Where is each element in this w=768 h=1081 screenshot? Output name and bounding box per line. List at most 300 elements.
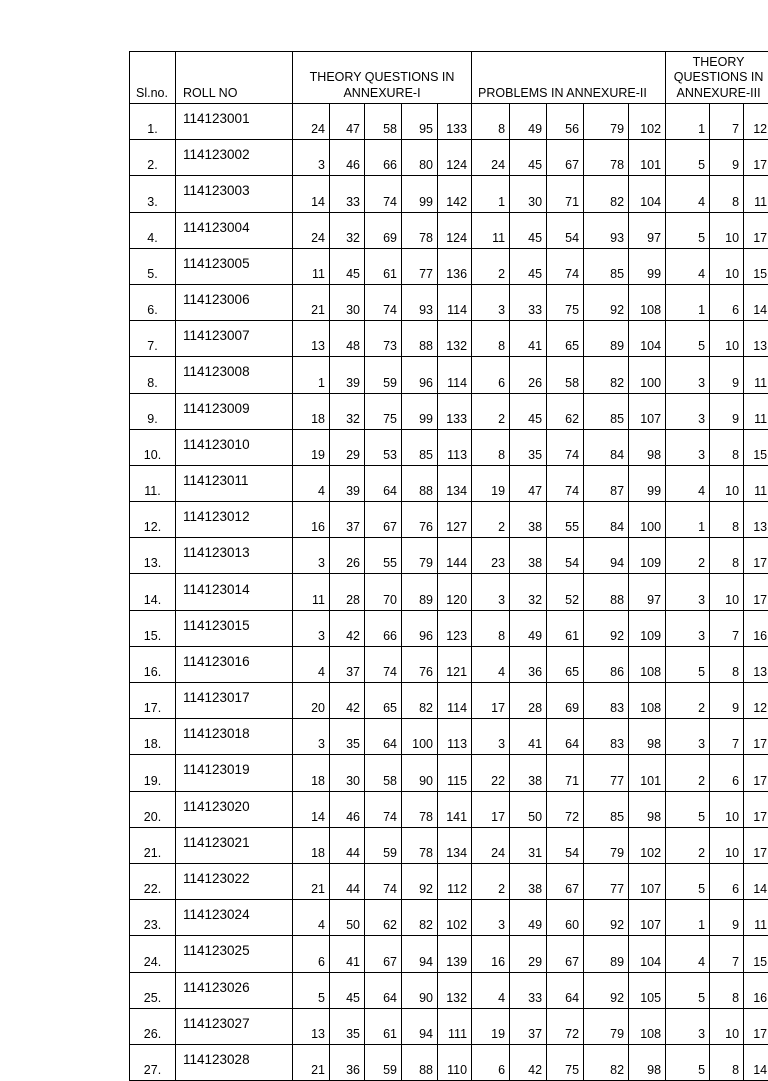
theory-annexure-1-question: 114 bbox=[438, 284, 472, 320]
problem-annexure-2-number: 6 bbox=[472, 357, 510, 393]
theory-annexure-1-question: 132 bbox=[438, 972, 472, 1008]
problem-annexure-2-number: 71 bbox=[547, 176, 584, 212]
theory-annexure-1-question: 26 bbox=[330, 538, 365, 574]
theory-annexure-3-question: 1 bbox=[666, 284, 710, 320]
theory-annexure-1-question: 18 bbox=[293, 393, 330, 429]
problem-annexure-2-number: 38 bbox=[510, 863, 547, 899]
theory-annexure-1-question: 47 bbox=[330, 104, 365, 140]
theory-annexure-1-question: 42 bbox=[330, 610, 365, 646]
roll-number: 114123026 bbox=[176, 972, 293, 1008]
roll-number: 114123015 bbox=[176, 610, 293, 646]
problem-annexure-2-number: 49 bbox=[510, 104, 547, 140]
theory-annexure-1-question: 24 bbox=[293, 212, 330, 248]
table-row bbox=[130, 646, 768, 682]
problem-annexure-2-number: 3 bbox=[472, 284, 510, 320]
header-slno: Sl.no. bbox=[130, 52, 176, 104]
table-row bbox=[130, 104, 768, 140]
theory-annexure-1-question: 88 bbox=[402, 465, 438, 501]
theory-annexure-3-question: 5 bbox=[666, 646, 710, 682]
theory-annexure-3-question: 5 bbox=[666, 972, 710, 1008]
theory-annexure-1-question: 3 bbox=[293, 140, 330, 176]
theory-annexure-1-question: 58 bbox=[365, 104, 402, 140]
theory-annexure-3-question: 15 bbox=[744, 429, 768, 465]
table-row bbox=[130, 610, 768, 646]
problem-annexure-2-number: 65 bbox=[547, 646, 584, 682]
theory-annexure-3-question: 5 bbox=[666, 212, 710, 248]
theory-annexure-3-question: 5 bbox=[666, 791, 710, 827]
theory-annexure-1-question: 120 bbox=[438, 574, 472, 610]
theory-annexure-1-question: 96 bbox=[402, 610, 438, 646]
theory-annexure-1-question: 48 bbox=[330, 321, 365, 357]
table-row bbox=[130, 321, 768, 357]
theory-annexure-1-question: 132 bbox=[438, 321, 472, 357]
problem-annexure-2-number: 98 bbox=[629, 1044, 666, 1080]
theory-annexure-3-question: 11 bbox=[744, 465, 768, 501]
problem-annexure-2-number: 74 bbox=[547, 465, 584, 501]
theory-annexure-3-question: 10 bbox=[710, 791, 744, 827]
serial-number: 6. bbox=[130, 284, 176, 320]
problem-annexure-2-number: 86 bbox=[584, 646, 629, 682]
serial-number: 14. bbox=[130, 574, 176, 610]
problem-annexure-2-number: 67 bbox=[547, 863, 584, 899]
theory-annexure-3-question: 1 bbox=[666, 104, 710, 140]
theory-annexure-1-question: 6 bbox=[293, 936, 330, 972]
problem-annexure-2-number: 62 bbox=[547, 393, 584, 429]
problem-annexure-2-number: 67 bbox=[547, 936, 584, 972]
theory-annexure-3-question: 8 bbox=[710, 972, 744, 1008]
problem-annexure-2-number: 16 bbox=[472, 936, 510, 972]
problem-annexure-2-number: 41 bbox=[510, 719, 547, 755]
roll-number: 114123014 bbox=[176, 574, 293, 610]
serial-number: 12. bbox=[130, 502, 176, 538]
theory-annexure-1-question: 133 bbox=[438, 104, 472, 140]
problem-annexure-2-number: 45 bbox=[510, 248, 547, 284]
theory-annexure-1-question: 18 bbox=[293, 755, 330, 791]
header-theory-annexure-1: THEORY QUESTIONS IN ANNEXURE-I bbox=[293, 52, 472, 104]
problem-annexure-2-number: 55 bbox=[547, 502, 584, 538]
problem-annexure-2-number: 89 bbox=[584, 321, 629, 357]
theory-annexure-3-question: 7 bbox=[710, 104, 744, 140]
table-row bbox=[130, 176, 768, 212]
problem-annexure-2-number: 29 bbox=[510, 936, 547, 972]
theory-annexure-1-question: 90 bbox=[402, 755, 438, 791]
header-theory-annexure-3: THEORY QUESTIONS IN ANNEXURE-III bbox=[666, 52, 768, 104]
theory-annexure-1-question: 89 bbox=[402, 574, 438, 610]
problem-annexure-2-number: 2 bbox=[472, 393, 510, 429]
theory-annexure-3-question: 4 bbox=[666, 465, 710, 501]
problem-annexure-2-number: 8 bbox=[472, 610, 510, 646]
problem-annexure-2-number: 98 bbox=[629, 719, 666, 755]
problem-annexure-2-number: 2 bbox=[472, 248, 510, 284]
theory-annexure-3-question: 14 bbox=[744, 284, 768, 320]
problem-annexure-2-number: 102 bbox=[629, 827, 666, 863]
serial-number: 17. bbox=[130, 683, 176, 719]
roll-number: 114123008 bbox=[176, 357, 293, 393]
theory-annexure-1-question: 136 bbox=[438, 248, 472, 284]
problem-annexure-2-number: 2 bbox=[472, 863, 510, 899]
theory-annexure-1-question: 42 bbox=[330, 683, 365, 719]
theory-annexure-1-question: 39 bbox=[330, 465, 365, 501]
theory-annexure-3-question: 8 bbox=[710, 1044, 744, 1080]
theory-annexure-1-question: 45 bbox=[330, 972, 365, 1008]
roll-number: 114123022 bbox=[176, 863, 293, 899]
theory-annexure-1-question: 3 bbox=[293, 610, 330, 646]
problem-annexure-2-number: 6 bbox=[472, 1044, 510, 1080]
theory-annexure-1-question: 64 bbox=[365, 465, 402, 501]
problem-annexure-2-number: 79 bbox=[584, 827, 629, 863]
problem-annexure-2-number: 30 bbox=[510, 176, 547, 212]
problem-annexure-2-number: 23 bbox=[472, 538, 510, 574]
roll-number: 114123021 bbox=[176, 827, 293, 863]
roll-number: 114123012 bbox=[176, 502, 293, 538]
theory-annexure-3-question: 12 bbox=[744, 104, 768, 140]
theory-annexure-3-question: 2 bbox=[666, 538, 710, 574]
theory-annexure-1-question: 113 bbox=[438, 719, 472, 755]
problem-annexure-2-number: 17 bbox=[472, 791, 510, 827]
serial-number: 2. bbox=[130, 140, 176, 176]
theory-annexure-1-question: 85 bbox=[402, 429, 438, 465]
theory-annexure-3-question: 2 bbox=[666, 755, 710, 791]
problem-annexure-2-number: 28 bbox=[510, 683, 547, 719]
roll-number: 114123003 bbox=[176, 176, 293, 212]
problem-annexure-2-number: 67 bbox=[547, 140, 584, 176]
serial-number: 13. bbox=[130, 538, 176, 574]
theory-annexure-1-question: 61 bbox=[365, 248, 402, 284]
table-row bbox=[130, 900, 768, 936]
problem-annexure-2-number: 102 bbox=[629, 104, 666, 140]
theory-annexure-3-question: 9 bbox=[710, 140, 744, 176]
problem-annexure-2-number: 64 bbox=[547, 719, 584, 755]
problem-annexure-2-number: 101 bbox=[629, 755, 666, 791]
theory-annexure-3-question: 5 bbox=[666, 140, 710, 176]
serial-number: 23. bbox=[130, 900, 176, 936]
theory-annexure-3-question: 10 bbox=[710, 827, 744, 863]
theory-annexure-1-question: 20 bbox=[293, 683, 330, 719]
problem-annexure-2-number: 79 bbox=[584, 1008, 629, 1044]
serial-number: 20. bbox=[130, 791, 176, 827]
theory-annexure-1-question: 3 bbox=[293, 719, 330, 755]
theory-annexure-1-question: 67 bbox=[365, 936, 402, 972]
problem-annexure-2-number: 74 bbox=[547, 248, 584, 284]
roll-number: 114123009 bbox=[176, 393, 293, 429]
problem-annexure-2-number: 78 bbox=[584, 140, 629, 176]
problem-annexure-2-number: 64 bbox=[547, 972, 584, 1008]
theory-annexure-1-question: 95 bbox=[402, 104, 438, 140]
theory-annexure-1-question: 74 bbox=[365, 284, 402, 320]
theory-annexure-3-question: 17 bbox=[744, 719, 768, 755]
theory-annexure-3-question: 3 bbox=[666, 357, 710, 393]
table-row bbox=[130, 212, 768, 248]
problem-annexure-2-number: 108 bbox=[629, 683, 666, 719]
problem-annexure-2-number: 83 bbox=[584, 719, 629, 755]
theory-annexure-1-question: 113 bbox=[438, 429, 472, 465]
theory-annexure-1-question: 73 bbox=[365, 321, 402, 357]
problem-annexure-2-number: 99 bbox=[629, 248, 666, 284]
theory-annexure-3-question: 3 bbox=[666, 429, 710, 465]
problem-annexure-2-number: 97 bbox=[629, 574, 666, 610]
theory-annexure-1-question: 69 bbox=[365, 212, 402, 248]
problem-annexure-2-number: 37 bbox=[510, 1008, 547, 1044]
theory-annexure-1-question: 61 bbox=[365, 1008, 402, 1044]
problem-annexure-2-number: 77 bbox=[584, 863, 629, 899]
theory-annexure-1-question: 3 bbox=[293, 538, 330, 574]
theory-annexure-1-question: 19 bbox=[293, 429, 330, 465]
theory-annexure-1-question: 75 bbox=[365, 393, 402, 429]
theory-annexure-3-question: 4 bbox=[666, 248, 710, 284]
theory-annexure-3-question: 4 bbox=[666, 176, 710, 212]
theory-annexure-1-question: 114 bbox=[438, 683, 472, 719]
theory-annexure-3-question: 5 bbox=[666, 321, 710, 357]
problem-annexure-2-number: 11 bbox=[472, 212, 510, 248]
roll-number: 114123019 bbox=[176, 755, 293, 791]
roll-number: 114123018 bbox=[176, 719, 293, 755]
theory-annexure-3-question: 3 bbox=[666, 393, 710, 429]
theory-annexure-1-question: 21 bbox=[293, 863, 330, 899]
theory-annexure-3-question: 8 bbox=[710, 502, 744, 538]
theory-annexure-1-question: 59 bbox=[365, 1044, 402, 1080]
theory-annexure-1-question: 64 bbox=[365, 719, 402, 755]
theory-annexure-3-question: 3 bbox=[666, 574, 710, 610]
problem-annexure-2-number: 87 bbox=[584, 465, 629, 501]
roll-number: 114123005 bbox=[176, 248, 293, 284]
problem-annexure-2-number: 75 bbox=[547, 1044, 584, 1080]
problem-annexure-2-number: 88 bbox=[584, 574, 629, 610]
theory-annexure-1-question: 77 bbox=[402, 248, 438, 284]
theory-annexure-1-question: 33 bbox=[330, 176, 365, 212]
theory-annexure-3-question: 14 bbox=[744, 863, 768, 899]
roll-number: 114123013 bbox=[176, 538, 293, 574]
problem-annexure-2-number: 104 bbox=[629, 176, 666, 212]
theory-annexure-1-question: 14 bbox=[293, 176, 330, 212]
table-row bbox=[130, 791, 768, 827]
theory-annexure-1-question: 41 bbox=[330, 936, 365, 972]
problem-annexure-2-number: 108 bbox=[629, 1008, 666, 1044]
problem-annexure-2-number: 109 bbox=[629, 610, 666, 646]
roll-number: 114123024 bbox=[176, 900, 293, 936]
theory-annexure-1-question: 74 bbox=[365, 646, 402, 682]
theory-annexure-1-question: 11 bbox=[293, 574, 330, 610]
theory-annexure-3-question: 8 bbox=[710, 538, 744, 574]
theory-annexure-3-question: 9 bbox=[710, 357, 744, 393]
problem-annexure-2-number: 38 bbox=[510, 502, 547, 538]
table-row bbox=[130, 357, 768, 393]
problem-annexure-2-number: 107 bbox=[629, 863, 666, 899]
theory-annexure-1-question: 55 bbox=[365, 538, 402, 574]
problem-annexure-2-number: 85 bbox=[584, 248, 629, 284]
roll-number: 114123006 bbox=[176, 284, 293, 320]
problem-annexure-2-number: 92 bbox=[584, 610, 629, 646]
theory-annexure-1-question: 78 bbox=[402, 827, 438, 863]
problem-annexure-2-number: 74 bbox=[547, 429, 584, 465]
roll-number: 114123007 bbox=[176, 321, 293, 357]
theory-annexure-1-question: 99 bbox=[402, 176, 438, 212]
roll-number: 114123025 bbox=[176, 936, 293, 972]
theory-annexure-1-question: 66 bbox=[365, 140, 402, 176]
theory-annexure-1-question: 35 bbox=[330, 719, 365, 755]
problem-annexure-2-number: 92 bbox=[584, 972, 629, 1008]
problem-annexure-2-number: 45 bbox=[510, 212, 547, 248]
theory-annexure-3-question: 13 bbox=[744, 502, 768, 538]
theory-annexure-1-question: 37 bbox=[330, 502, 365, 538]
theory-annexure-1-question: 36 bbox=[330, 1044, 365, 1080]
theory-annexure-3-question: 17 bbox=[744, 827, 768, 863]
problem-annexure-2-number: 4 bbox=[472, 972, 510, 1008]
theory-annexure-1-question: 32 bbox=[330, 212, 365, 248]
problem-annexure-2-number: 97 bbox=[629, 212, 666, 248]
roll-number: 114123027 bbox=[176, 1008, 293, 1044]
theory-annexure-3-question: 9 bbox=[710, 393, 744, 429]
problem-annexure-2-number: 2 bbox=[472, 502, 510, 538]
theory-annexure-3-question: 11 bbox=[744, 357, 768, 393]
theory-annexure-3-question: 17 bbox=[744, 212, 768, 248]
theory-annexure-1-question: 124 bbox=[438, 140, 472, 176]
table-row bbox=[130, 574, 768, 610]
theory-annexure-3-question: 11 bbox=[744, 393, 768, 429]
theory-annexure-1-question: 94 bbox=[402, 1008, 438, 1044]
problem-annexure-2-number: 1 bbox=[472, 176, 510, 212]
table-row bbox=[130, 465, 768, 501]
theory-annexure-3-question: 9 bbox=[710, 900, 744, 936]
problem-annexure-2-number: 41 bbox=[510, 321, 547, 357]
theory-annexure-3-question: 6 bbox=[710, 863, 744, 899]
problem-annexure-2-number: 24 bbox=[472, 827, 510, 863]
theory-annexure-1-question: 1 bbox=[293, 357, 330, 393]
problem-annexure-2-number: 38 bbox=[510, 538, 547, 574]
problem-annexure-2-number: 8 bbox=[472, 429, 510, 465]
serial-number: 11. bbox=[130, 465, 176, 501]
theory-annexure-1-question: 18 bbox=[293, 827, 330, 863]
theory-annexure-1-question: 30 bbox=[330, 284, 365, 320]
theory-annexure-3-question: 1 bbox=[666, 502, 710, 538]
theory-annexure-1-question: 46 bbox=[330, 140, 365, 176]
theory-annexure-3-question: 11 bbox=[744, 900, 768, 936]
theory-annexure-1-question: 112 bbox=[438, 863, 472, 899]
theory-annexure-3-question: 14 bbox=[744, 1044, 768, 1080]
problem-annexure-2-number: 72 bbox=[547, 791, 584, 827]
theory-annexure-3-question: 5 bbox=[666, 863, 710, 899]
theory-annexure-3-question: 6 bbox=[710, 755, 744, 791]
roll-number: 114123004 bbox=[176, 212, 293, 248]
theory-annexure-1-question: 114 bbox=[438, 357, 472, 393]
theory-annexure-3-question: 17 bbox=[744, 574, 768, 610]
serial-number: 16. bbox=[130, 646, 176, 682]
serial-number: 1. bbox=[130, 104, 176, 140]
theory-annexure-1-question: 13 bbox=[293, 321, 330, 357]
problem-annexure-2-number: 84 bbox=[584, 502, 629, 538]
theory-annexure-3-question: 3 bbox=[666, 1008, 710, 1044]
problem-annexure-2-number: 101 bbox=[629, 140, 666, 176]
table-row bbox=[130, 284, 768, 320]
problem-annexure-2-number: 45 bbox=[510, 393, 547, 429]
problem-annexure-2-number: 104 bbox=[629, 936, 666, 972]
theory-annexure-1-question: 62 bbox=[365, 900, 402, 936]
problem-annexure-2-number: 54 bbox=[547, 827, 584, 863]
problem-annexure-2-number: 72 bbox=[547, 1008, 584, 1044]
theory-annexure-3-question: 12 bbox=[744, 683, 768, 719]
problem-annexure-2-number: 71 bbox=[547, 755, 584, 791]
roll-number: 114123017 bbox=[176, 683, 293, 719]
theory-annexure-3-question: 3 bbox=[666, 719, 710, 755]
theory-annexure-1-question: 123 bbox=[438, 610, 472, 646]
theory-annexure-1-question: 44 bbox=[330, 863, 365, 899]
theory-annexure-1-question: 133 bbox=[438, 393, 472, 429]
serial-number: 19. bbox=[130, 755, 176, 791]
theory-annexure-3-question: 7 bbox=[710, 936, 744, 972]
theory-annexure-1-question: 80 bbox=[402, 140, 438, 176]
theory-annexure-1-question: 70 bbox=[365, 574, 402, 610]
theory-annexure-3-question: 16 bbox=[744, 610, 768, 646]
theory-annexure-1-question: 100 bbox=[402, 719, 438, 755]
problem-annexure-2-number: 104 bbox=[629, 321, 666, 357]
problem-annexure-2-number: 92 bbox=[584, 284, 629, 320]
problem-annexure-2-number: 100 bbox=[629, 357, 666, 393]
problem-annexure-2-number: 108 bbox=[629, 284, 666, 320]
theory-annexure-1-question: 115 bbox=[438, 755, 472, 791]
theory-annexure-1-question: 88 bbox=[402, 321, 438, 357]
problem-annexure-2-number: 58 bbox=[547, 357, 584, 393]
problem-annexure-2-number: 77 bbox=[584, 755, 629, 791]
roll-number: 114123028 bbox=[176, 1044, 293, 1080]
problem-annexure-2-number: 19 bbox=[472, 1008, 510, 1044]
table-row bbox=[130, 755, 768, 791]
theory-annexure-3-question: 7 bbox=[710, 610, 744, 646]
table-row bbox=[130, 393, 768, 429]
table-row bbox=[130, 863, 768, 899]
theory-annexure-1-question: 39 bbox=[330, 357, 365, 393]
theory-annexure-1-question: 21 bbox=[293, 284, 330, 320]
theory-annexure-1-question: 28 bbox=[330, 574, 365, 610]
theory-annexure-1-question: 4 bbox=[293, 646, 330, 682]
problem-annexure-2-number: 107 bbox=[629, 393, 666, 429]
theory-annexure-1-question: 139 bbox=[438, 936, 472, 972]
theory-annexure-1-question: 45 bbox=[330, 248, 365, 284]
theory-annexure-1-question: 142 bbox=[438, 176, 472, 212]
theory-annexure-1-question: 79 bbox=[402, 538, 438, 574]
problem-annexure-2-number: 89 bbox=[584, 936, 629, 972]
problem-annexure-2-number: 93 bbox=[584, 212, 629, 248]
problem-annexure-2-number: 49 bbox=[510, 610, 547, 646]
problem-annexure-2-number: 69 bbox=[547, 683, 584, 719]
theory-annexure-3-question: 8 bbox=[710, 429, 744, 465]
theory-annexure-3-question: 10 bbox=[710, 212, 744, 248]
theory-annexure-1-question: 46 bbox=[330, 791, 365, 827]
theory-annexure-1-question: 141 bbox=[438, 791, 472, 827]
roll-number: 114123011 bbox=[176, 465, 293, 501]
problem-annexure-2-number: 82 bbox=[584, 176, 629, 212]
theory-annexure-1-question: 111 bbox=[438, 1008, 472, 1044]
allocation-table bbox=[129, 51, 768, 1081]
theory-annexure-3-question: 8 bbox=[710, 646, 744, 682]
theory-annexure-1-question: 32 bbox=[330, 393, 365, 429]
table-row bbox=[130, 1044, 768, 1080]
theory-annexure-1-question: 30 bbox=[330, 755, 365, 791]
theory-annexure-1-question: 24 bbox=[293, 104, 330, 140]
roll-number: 114123020 bbox=[176, 791, 293, 827]
problem-annexure-2-number: 3 bbox=[472, 574, 510, 610]
theory-annexure-1-question: 99 bbox=[402, 393, 438, 429]
problem-annexure-2-number: 98 bbox=[629, 429, 666, 465]
problem-annexure-2-number: 45 bbox=[510, 140, 547, 176]
theory-annexure-1-question: 29 bbox=[330, 429, 365, 465]
problem-annexure-2-number: 79 bbox=[584, 104, 629, 140]
serial-number: 21. bbox=[130, 827, 176, 863]
theory-annexure-3-question: 8 bbox=[710, 176, 744, 212]
problem-annexure-2-number: 107 bbox=[629, 900, 666, 936]
theory-annexure-1-question: 74 bbox=[365, 863, 402, 899]
theory-annexure-1-question: 121 bbox=[438, 646, 472, 682]
theory-annexure-3-question: 2 bbox=[666, 827, 710, 863]
problem-annexure-2-number: 54 bbox=[547, 538, 584, 574]
